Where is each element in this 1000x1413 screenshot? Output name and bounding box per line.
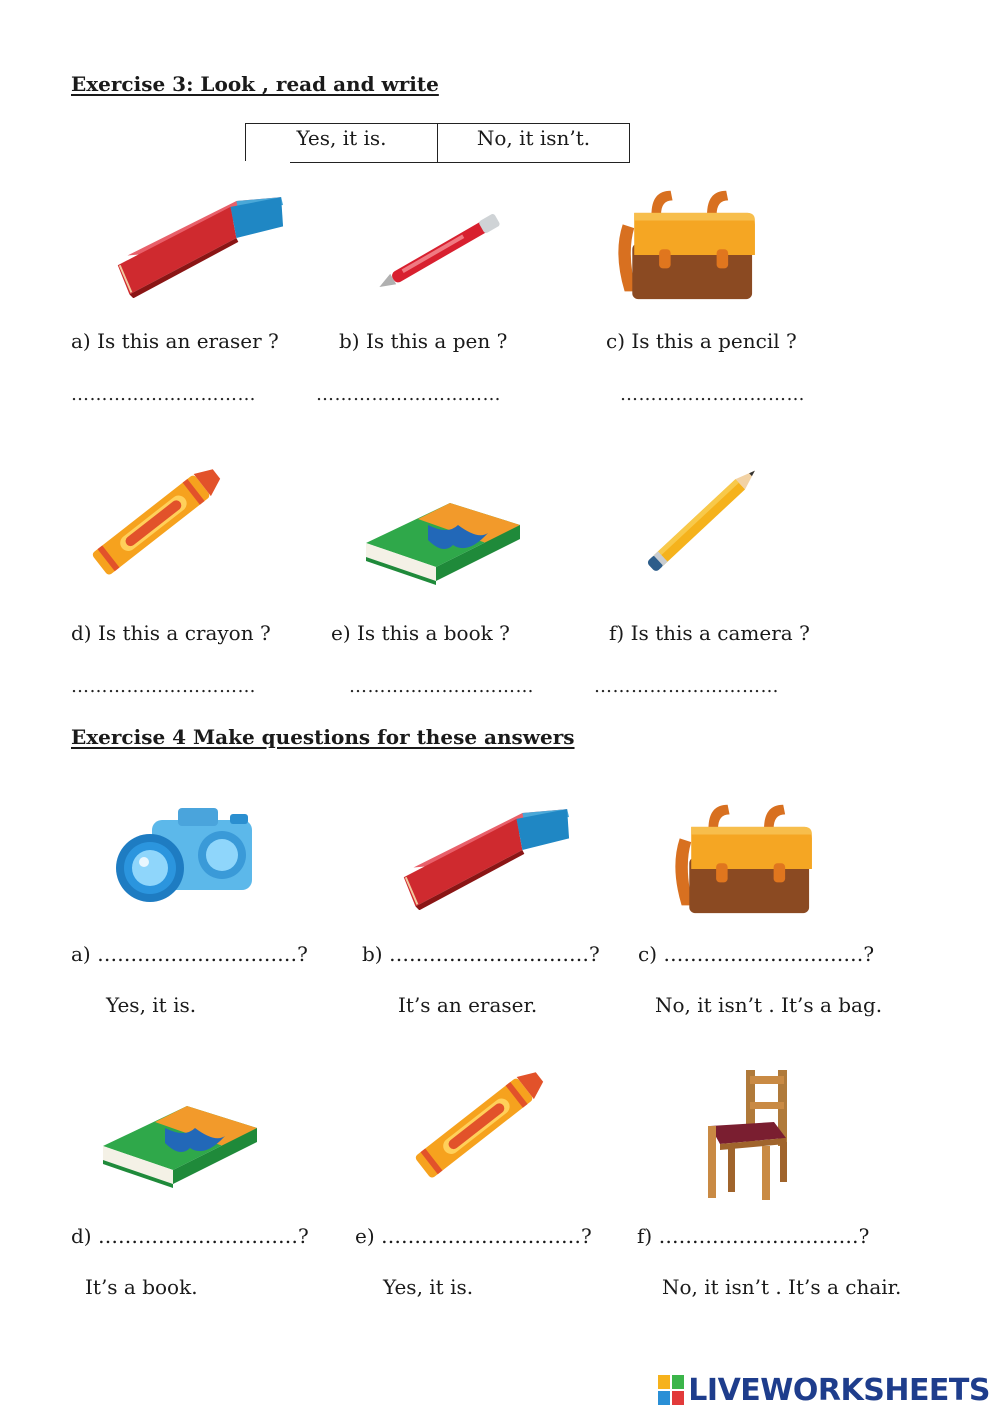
item-a-label: a) <box>71 942 91 966</box>
liveworksheets-logo[interactable] <box>658 1372 990 1408</box>
exercise3-heading: Exercise 3: Look , read and write <box>71 72 439 96</box>
item-a-question-line <box>71 942 308 966</box>
question-d: d) Is this a crayon ? <box>71 621 271 645</box>
item-b-label: b) <box>362 942 383 966</box>
item-b-blank[interactable]: …………………………? <box>388 942 600 966</box>
item-a-blank[interactable]: …………………………? <box>97 942 308 966</box>
item-b-question-line <box>362 942 600 966</box>
answer-blank-c[interactable]: ………………………… <box>620 384 805 405</box>
bag-icon <box>610 186 760 301</box>
item-b-answer: It’s an eraser. <box>398 993 538 1017</box>
item-c-blank[interactable]: …………………………? <box>663 942 875 966</box>
item-d-blank[interactable]: …………………………? <box>97 1224 309 1248</box>
item-f-answer: No, it isn’t . It’s a chair. <box>662 1275 902 1299</box>
option-no: No, it isn’t. <box>476 126 591 150</box>
item-e-answer: Yes, it is. <box>383 1275 474 1299</box>
pencil-icon <box>628 452 778 587</box>
logo-badge-icon <box>658 1375 684 1405</box>
eraser-icon <box>110 178 285 298</box>
crayon-icon <box>398 1065 558 1185</box>
answer-blank-d[interactable]: ………………………… <box>71 676 256 697</box>
answer-options-box <box>245 123 630 163</box>
camera-icon <box>112 800 262 910</box>
item-f-question-line <box>637 1224 869 1248</box>
book-icon <box>358 495 528 595</box>
item-d-answer: It’s a book. <box>85 1275 198 1299</box>
exercise4-heading: Exercise 4 Make questions for these answers <box>71 725 575 749</box>
question-e: e) Is this a book ? <box>331 621 510 645</box>
crayon-icon <box>75 462 235 582</box>
item-e-label: e) <box>355 1224 375 1248</box>
pen-icon <box>368 212 513 292</box>
question-f: f) Is this a camera ? <box>609 621 810 645</box>
item-f-blank[interactable]: …………………………? <box>658 1224 870 1248</box>
item-d-label: d) <box>71 1224 92 1248</box>
option-yes: Yes, it is. <box>246 124 438 162</box>
item-c-answer: No, it isn’t . It’s a bag. <box>655 993 883 1017</box>
item-d-question-line <box>71 1224 309 1248</box>
item-a-answer: Yes, it is. <box>106 993 197 1017</box>
item-f-label: f) <box>637 1224 653 1248</box>
answer-blank-a[interactable]: ………………………… <box>71 384 256 405</box>
answer-blank-b[interactable]: ………………………… <box>316 384 501 405</box>
question-b: b) Is this a pen ? <box>339 329 508 353</box>
answer-blank-f[interactable]: ………………………… <box>594 676 779 697</box>
item-e-question-line <box>355 1224 592 1248</box>
eraser-icon <box>396 790 571 910</box>
item-c-label: c) <box>638 942 658 966</box>
item-c-question-line <box>638 942 874 966</box>
question-a: a) Is this an eraser ? <box>71 329 279 353</box>
chair-icon <box>700 1066 795 1201</box>
item-e-blank[interactable]: …………………………? <box>381 1224 592 1248</box>
bag-icon <box>667 800 817 915</box>
question-c: c) Is this a pencil ? <box>606 329 797 353</box>
book-icon <box>95 1098 265 1198</box>
brand-name: LIVEWORKSHEETS <box>688 1372 990 1408</box>
answer-blank-e[interactable]: ………………………… <box>349 676 534 697</box>
